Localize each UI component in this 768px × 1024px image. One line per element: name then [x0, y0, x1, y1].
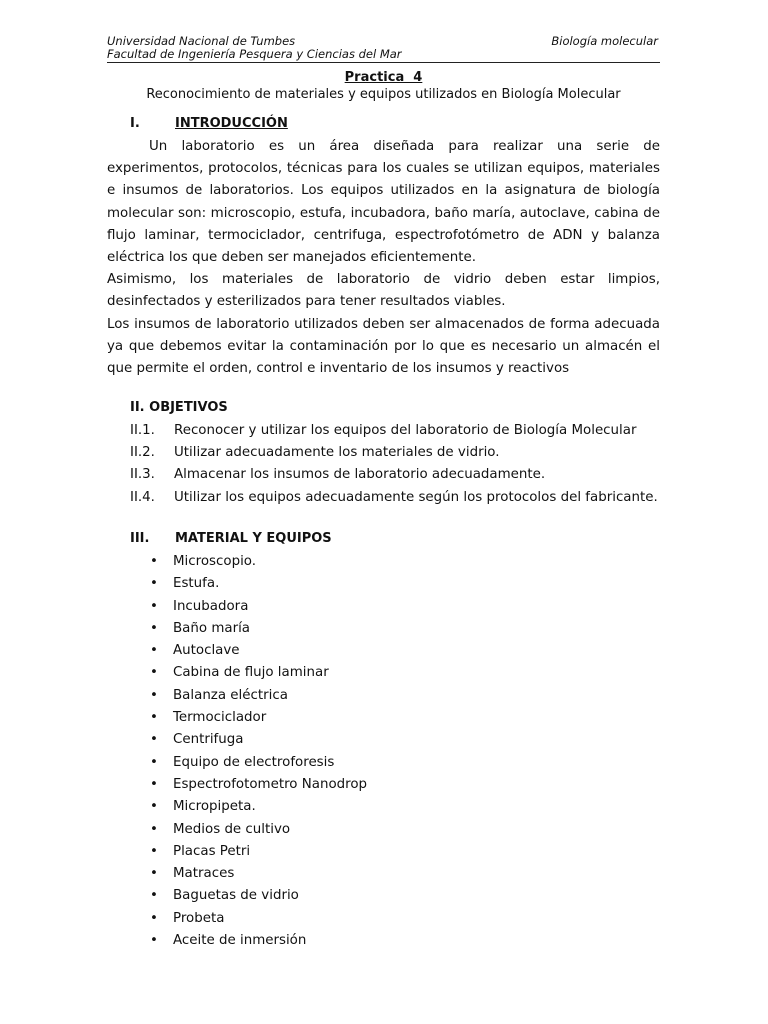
bullet-icon: •: [150, 687, 158, 703]
document-title: Practica 4: [344, 70, 423, 85]
materials-heading: [130, 531, 332, 546]
item-text: Termociclador: [173, 710, 267, 726]
bullet-icon: •: [150, 754, 158, 770]
item-number: II.3.: [130, 467, 155, 483]
page-header: [107, 35, 660, 63]
bullet-icon: •: [150, 933, 158, 949]
item-text: Placas Petri: [173, 843, 251, 859]
item-text: Espectrofotometro Nanodrop: [173, 776, 368, 792]
item-text: Matraces: [173, 866, 235, 882]
item-text: Autoclave: [173, 643, 240, 659]
item-text: Cabina de flujo laminar: [173, 665, 329, 681]
bullet-icon: •: [150, 576, 158, 592]
intro-heading: [130, 116, 288, 131]
item-text: Microscopio.: [173, 554, 257, 569]
materials-title: MATERIAL Y EQUIPOS: [175, 531, 332, 546]
item-text: Equipo de electroforesis: [173, 754, 335, 770]
item-text: Almacenar los insumos de laboratorio adecuadamente.: [174, 467, 546, 483]
bullet-icon: •: [150, 843, 158, 859]
item-number: II.2.: [130, 445, 155, 461]
bullet-icon: •: [150, 665, 158, 681]
item-number: II.4.: [130, 489, 155, 505]
bullet-icon: •: [150, 799, 158, 815]
bullet-icon: •: [150, 821, 158, 837]
intro-title: INTRODUCCIÓN: [175, 116, 288, 131]
item-text: Estufa.: [173, 576, 220, 592]
bullet-icon: •: [150, 910, 158, 926]
materials-number: III.: [130, 531, 150, 546]
item-number: II.1.: [130, 423, 155, 438]
objectives-heading: II. OBJETIVOS: [130, 400, 228, 415]
header-university: Universidad Nacional de Tumbes: [107, 34, 296, 48]
intro-number: I.: [130, 116, 140, 131]
item-text: Aceite de inmersión: [173, 933, 307, 949]
item-text: Utilizar adecuadamente los materiales de vidrio.: [174, 445, 500, 461]
intro-body: [107, 136, 660, 380]
item-text: Incubadora: [173, 598, 249, 614]
item-text: Baño maría: [173, 620, 251, 636]
bullet-icon: •: [150, 866, 158, 882]
intro-paragraph: Asimismo, los materiales de laboratorio de vidrio deben estar limpios, desinfectados y esterilizados para tener resultados viables.: [107, 272, 660, 310]
intro-paragraph: Los insumos de laboratorio utilizados deben ser almacenados de forma adecuada ya que debemos evitar la contaminación por lo que es necesario un almacén el que permite el orden, control e inventario de los insumos y reactivos: [107, 316, 660, 377]
document-subtitle: Reconocimiento de materiales y equipos utilizados en Biología Molecular: [146, 87, 621, 102]
item-text: Probeta: [173, 910, 225, 926]
bullet-icon: •: [150, 620, 158, 636]
bullet-icon: •: [150, 776, 158, 792]
item-text: Balanza eléctrica: [173, 687, 288, 703]
item-text: Baguetas de vidrio: [173, 888, 299, 904]
header-course: Biología molecular: [551, 34, 658, 48]
item-text: Utilizar los equipos adecuadamente según los protocolos del fabricante.: [174, 489, 658, 505]
bullet-icon: •: [150, 554, 158, 569]
header-faculty: Facultad de Ingeniería Pesquera y Ciencias del Mar: [107, 47, 402, 61]
item-text: Micropipeta.: [173, 799, 256, 815]
bullet-icon: •: [150, 710, 158, 726]
item-text: Reconocer y utilizar los equipos del laboratorio de Biología Molecular: [174, 423, 637, 438]
bullet-icon: •: [150, 732, 158, 748]
bullet-icon: •: [150, 643, 158, 659]
item-text: Centrifuga: [173, 732, 244, 748]
bullet-icon: •: [150, 888, 158, 904]
bullet-icon: •: [150, 598, 158, 614]
item-text: Medios de cultivo: [173, 821, 291, 837]
intro-paragraph: Un laboratorio es un área diseñada para realizar una serie de experimentos, protocolos, técnicas para los cuales se utilizan equipos, materiales e insumos de laboratorios. Los equipos utilizados en la asignatura de biología molecular son: microscopio, estufa, incubadora, baño maría, autoclave, cabina de flujo laminar, termociclador, centrifuga, espectrofotómetro de ADN y balanza eléctrica los que deben ser manejados eficientemente.: [107, 139, 660, 266]
